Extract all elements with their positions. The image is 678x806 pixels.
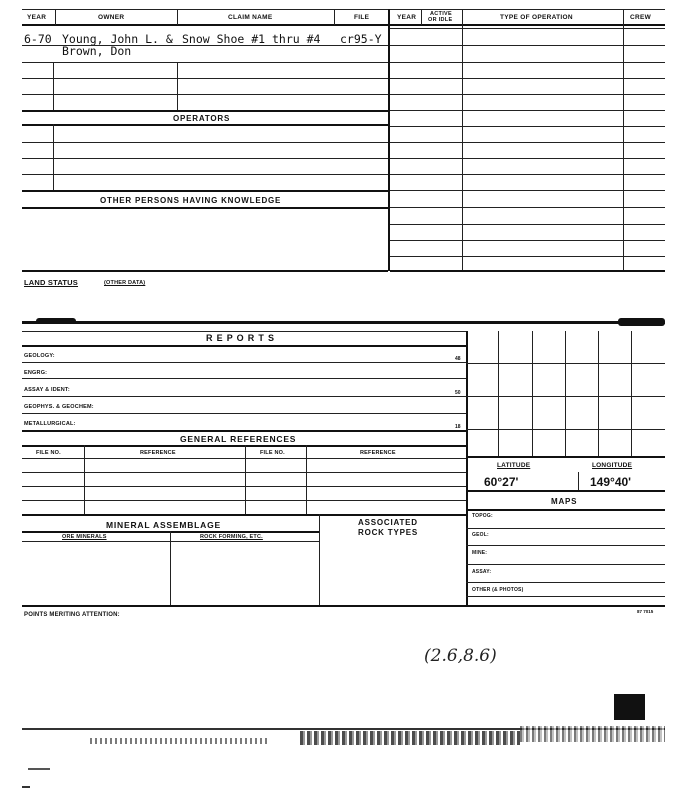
report-geology-num: 48 <box>455 356 461 362</box>
other-persons-title: OTHER PERSONS HAVING KNOWLEDGE <box>100 196 282 205</box>
associated-line2: ROCK TYPES <box>358 528 419 537</box>
longitude-label: LONGITUDE <box>592 462 633 469</box>
points-meriting-attention: POINTS MERITING ATTENTION: <box>24 612 120 618</box>
form-code: 87 7015 <box>637 609 654 614</box>
maps-assay: ASSAY: <box>472 569 492 575</box>
header-claim-name: CLAIM NAME <box>228 14 273 21</box>
entry-claim-name: Snow Shoe #1 thru #4 <box>182 32 321 46</box>
section-divider-bar <box>22 321 665 324</box>
rock-forming-header: ROCK FORMING, ETC. <box>200 534 263 540</box>
maps-geol: GEOL: <box>472 532 489 538</box>
header-year: YEAR <box>27 14 47 21</box>
ref-col-file-no: FILE NO. <box>36 450 61 456</box>
report-assay-num: 50 <box>455 390 461 396</box>
header-owner: OWNER <box>98 14 125 21</box>
longitude-value: 149°40' <box>590 475 632 489</box>
header-file: FILE <box>354 14 370 21</box>
entry-file: cr95-Y <box>340 32 382 46</box>
maps-title: MAPS <box>551 497 578 506</box>
latitude-value: 60°27' <box>484 475 519 489</box>
entry-year: 6-70 <box>24 32 52 46</box>
header-active-line2: OR IDLE <box>428 17 453 23</box>
report-metallurgical: METALLURGICAL: <box>24 421 76 427</box>
mineral-title: MINERAL ASSEMBLAGE <box>106 520 221 530</box>
handwritten-note: (2.6,8.6) <box>424 646 497 666</box>
entry-owner-line2: Brown, Don <box>62 44 132 58</box>
ore-minerals-header: ORE MINERALS <box>62 534 107 540</box>
associated-line1: ASSOCIATED <box>358 518 418 527</box>
entry-owner-line1: Young, John L. & <box>62 32 173 46</box>
land-status-subtitle: (OTHER DATA) <box>104 280 146 286</box>
ref-col-reference-2: REFERENCE <box>360 450 396 456</box>
header-type-of-operation: TYPE OF OPERATION <box>500 14 573 21</box>
reports-title: R E P O R T S <box>206 333 275 343</box>
report-assay: ASSAY & IDENT: <box>24 387 70 393</box>
land-status-title: LAND STATUS <box>24 278 79 287</box>
report-geophys: GEOPHYS. & GEOCHEM: <box>24 404 94 410</box>
report-metallurgical-num: 18 <box>455 424 461 430</box>
header-active-line1: ACTIVE <box>430 11 452 17</box>
latitude-label: LATITUDE <box>497 462 531 469</box>
report-geology: GEOLOGY: <box>24 353 55 359</box>
maps-topog: TOPOG: <box>472 513 493 519</box>
maps-other: OTHER (& PHOTOS) <box>472 587 524 593</box>
header-crew: CREW <box>630 14 652 21</box>
header-year-2: YEAR <box>397 14 417 21</box>
report-engrg: ENGRG: <box>24 370 48 376</box>
ref-col-file-no-2: FILE NO. <box>260 450 285 456</box>
ref-col-reference: REFERENCE <box>140 450 176 456</box>
operators-title: OPERATORS <box>173 114 231 123</box>
maps-mine: MINE: <box>472 550 488 556</box>
general-references-title: GENERAL REFERENCES <box>180 434 297 444</box>
